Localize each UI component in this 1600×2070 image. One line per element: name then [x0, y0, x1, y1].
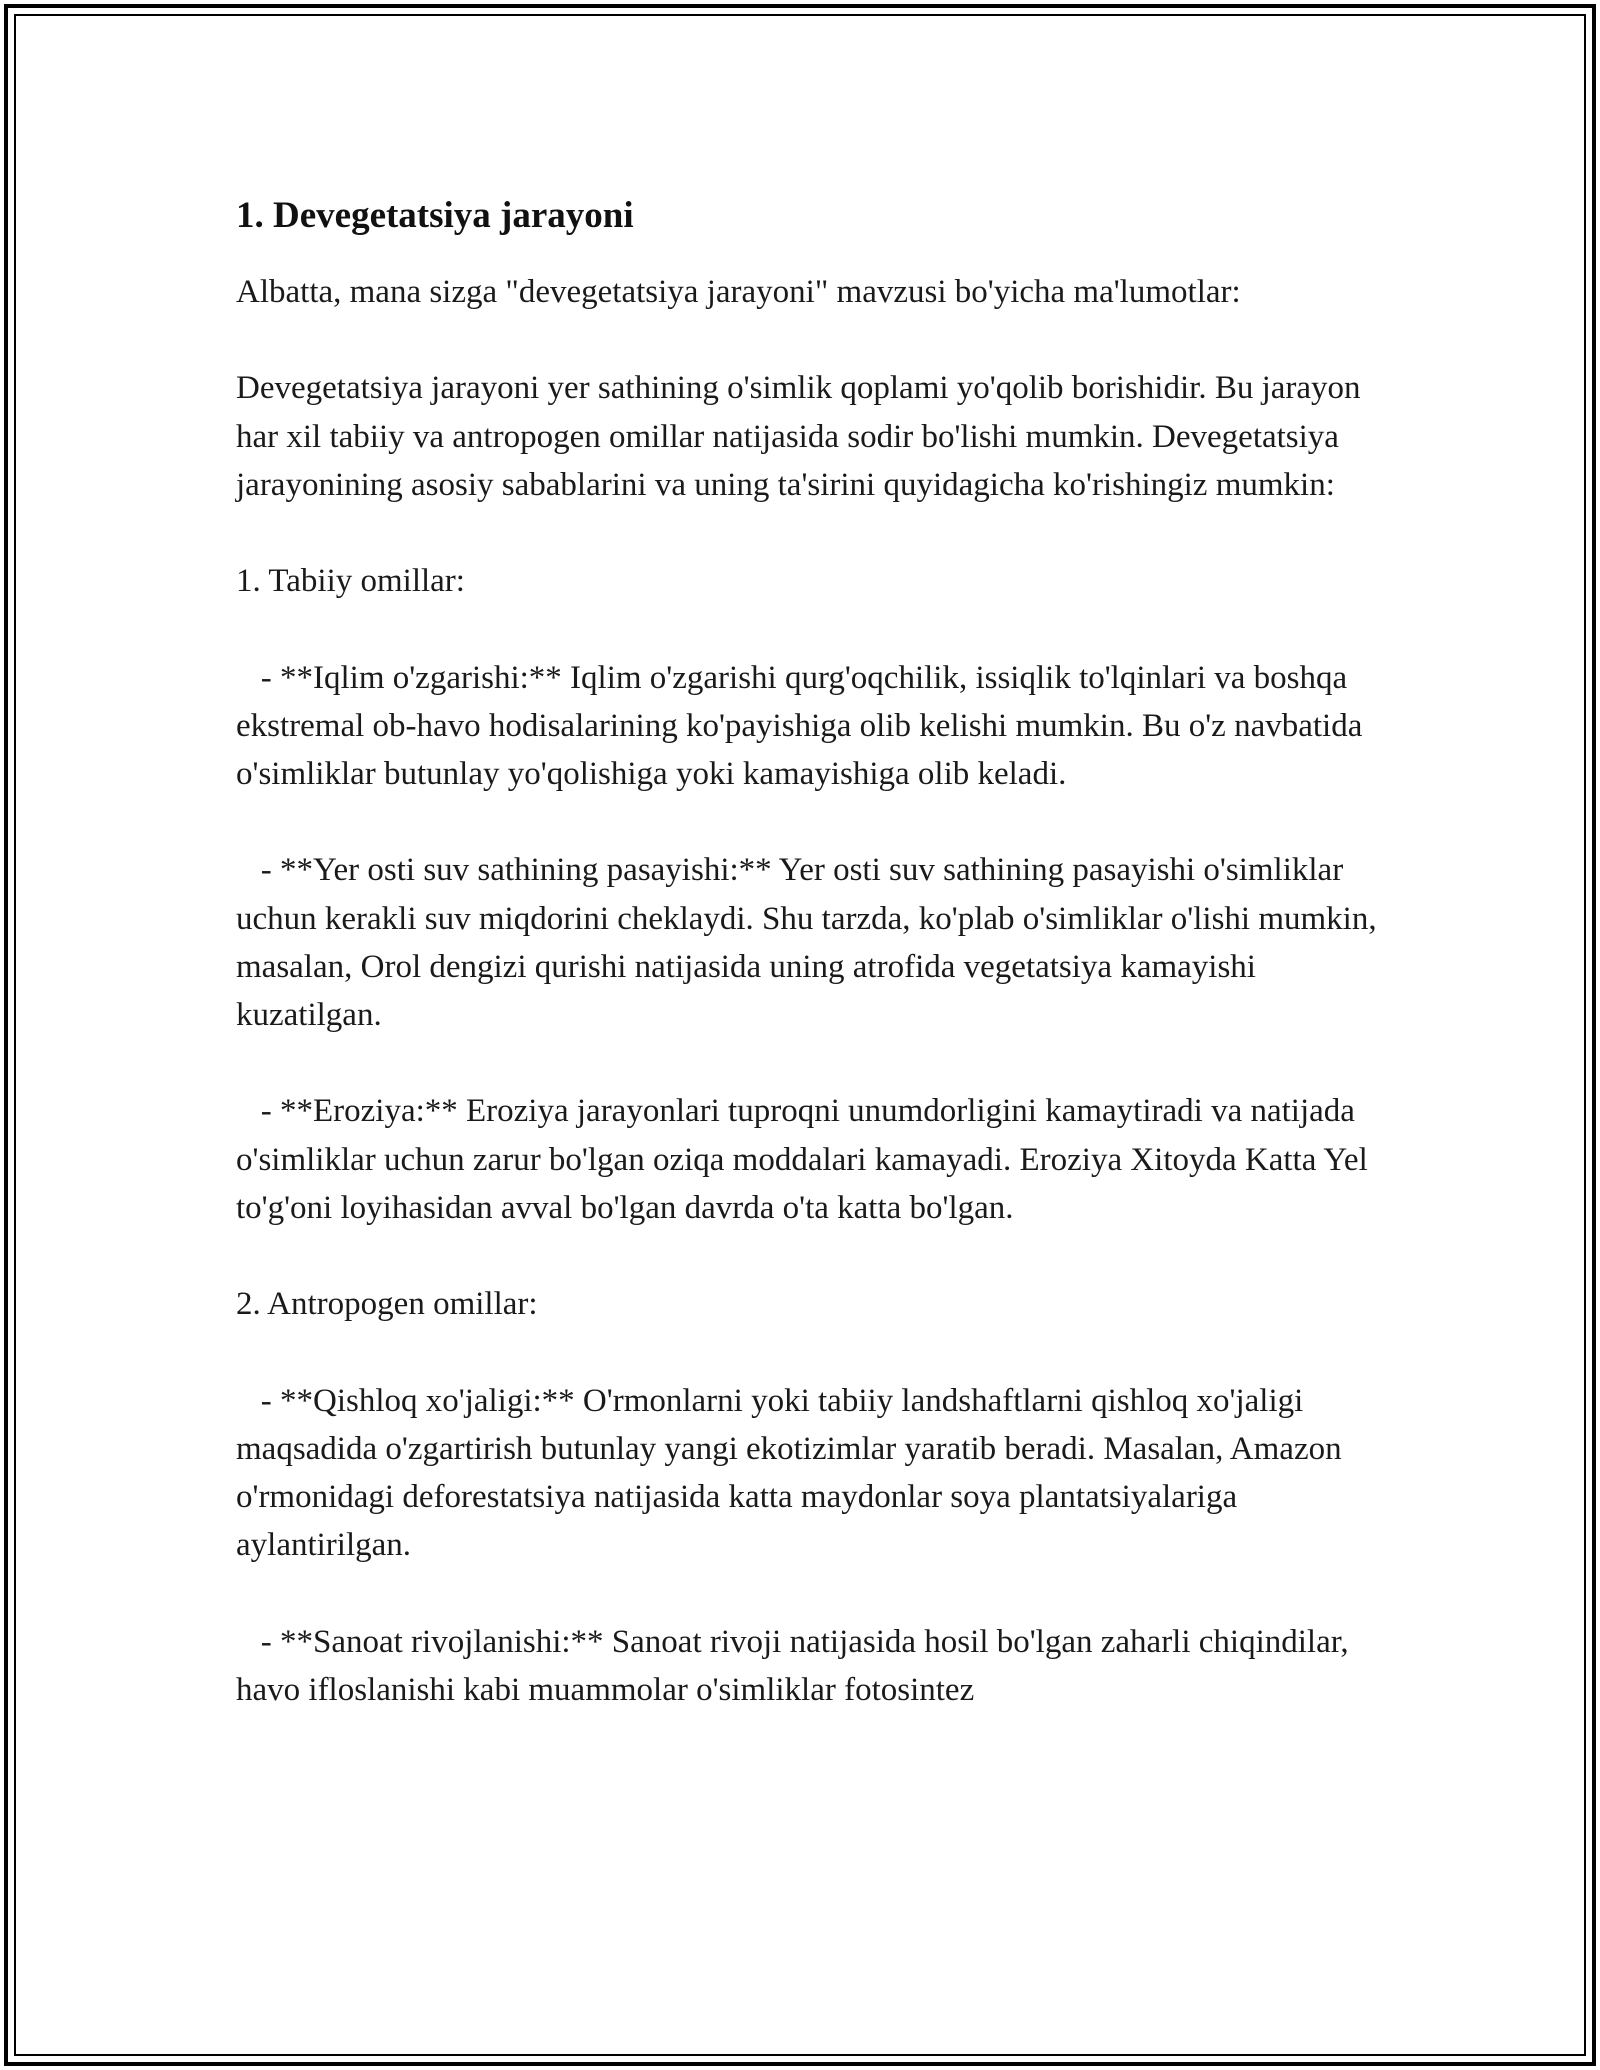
document-body	[236, 186, 1386, 1762]
list-item-erosion: - **Eroziya:** Eroziya jarayonlari tuproqni unumdorligini kamaytiradi va natijada o'simliklar uchun zarur bo'lgan oziqa moddalari kamayadi. Eroziya Xitoyda Katta Yel to'g'oni loyihasidan avval bo'lgan davrda o'ta katta bo'lgan.	[236, 1093, 1368, 1226]
paragraph-intro: Albatta, mana sizga "devegetatsiya jarayoni" mavzusi bo'yicha ma'lumotlar:	[236, 274, 1241, 310]
list-item-agriculture: - **Qishloq xo'jaligi:** O'rmonlarni yoki tabiiy landshaftlarni qishloq xo'jaligi maqsadida o'zgartirish butunlay yangi ekotizimlar yaratib beradi. Masalan, Amazon o'rmonidagi deforestatsiya natijasida katta maydonlar soya plantatsiyalariga aylantirilgan.	[236, 1382, 1342, 1564]
section-heading-natural-factors: 1. Tabiiy omillar:	[236, 563, 465, 600]
list-item-industry: - **Sanoat rivojlanishi:** Sanoat rivoji natijasida hosil bo'lgan zaharli chiqindilar, havo ifloslanishi kabi muammolar o'simliklar fotosintez	[236, 1623, 1349, 1708]
document-title: 1. Devegetatsiya jarayoni	[236, 195, 634, 236]
paragraph-definition: Devegetatsiya jarayoni yer sathining o'simlik qoplami yo'qolib borishidir. Bu jarayon har xil tabiiy va antropogen omillar natijasida sodir bo'lishi mumkin. Devegetatsiya jarayonining asosiy sabablarini va uning ta'sirini quyidagicha ko'rishingiz mumkin:	[236, 370, 1361, 503]
list-item-climate-change: - **Iqlim o'zgarishi:** Iqlim o'zgarishi qurg'oqchilik, issiqlik to'lqinlari va boshqa ekstremal ob-havo hodisalarining ko'payishiga olib kelishi mumkin. Bu o'z navbatida o'simliklar butunlay yo'qolishiga yoki kamayishiga olib keladi.	[236, 659, 1363, 792]
section-heading-anthropogenic-factors: 2. Antropogen omillar:	[236, 1286, 538, 1323]
list-item-groundwater: - **Yer osti suv sathining pasayishi:** Yer osti suv sathining pasayishi o'simliklar uchun kerakli suv miqdorini cheklaydi. Shu tarzda, ko'plab o'simliklar o'lishi mumkin, masalan, Orol dengizi qurishi natijasida uning atrofida vegetatsiya kamayishi kuzatilgan.	[236, 852, 1377, 1033]
